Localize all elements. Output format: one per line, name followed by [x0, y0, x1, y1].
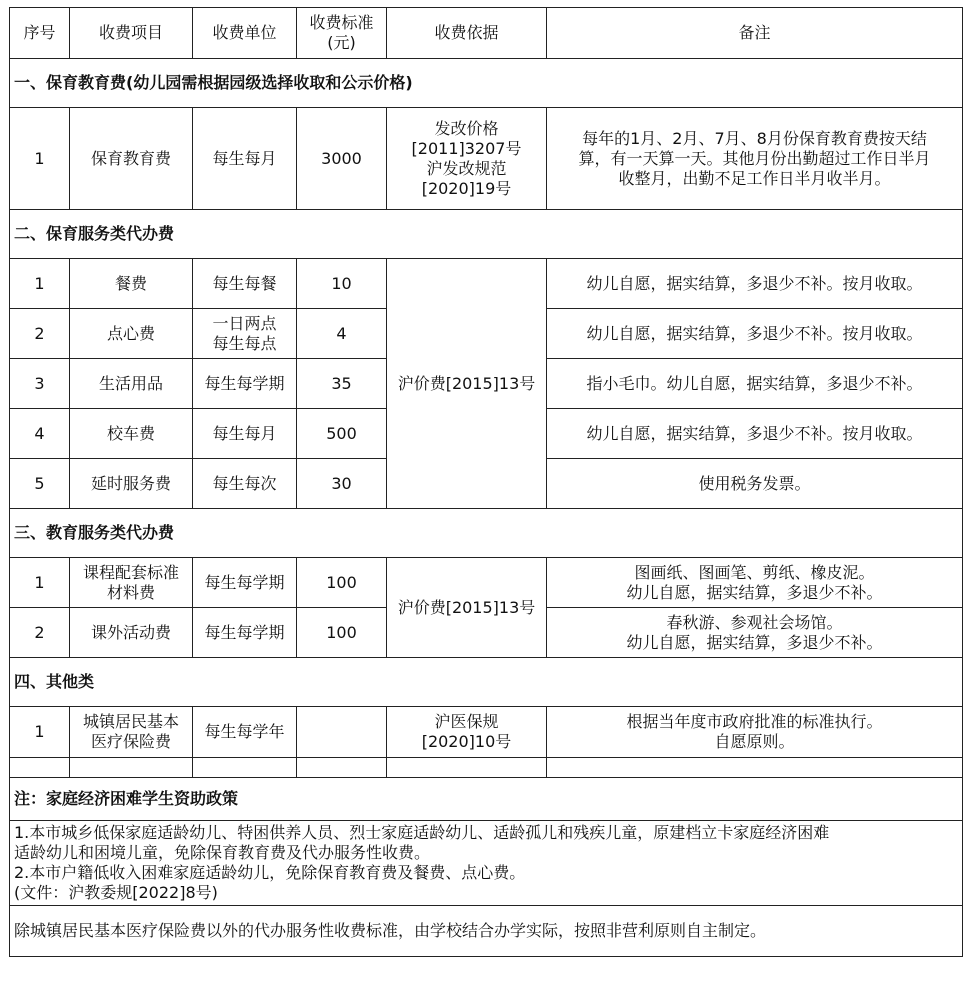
remark-line: 根据当年度市政府批准的标准执行。 — [626, 712, 883, 731]
notes-body — [10, 821, 963, 906]
cell-item — [70, 707, 193, 758]
cell-item — [70, 608, 193, 658]
cell-remark: 指小毛巾。幼儿自愿，据实结算，多退少不补。 — [547, 359, 963, 409]
header-standard — [297, 8, 387, 59]
section-row — [10, 210, 963, 259]
cell-remark — [547, 707, 963, 758]
cell-remark: 幼儿自愿，据实结算，多退少不补。按月收取。 — [547, 309, 963, 359]
cell-seq: 5 — [10, 459, 70, 509]
cell-seq: 3 — [10, 359, 70, 409]
item-line: 城镇居民基本 — [82, 712, 179, 731]
cell-remark — [547, 558, 963, 608]
section-row — [10, 509, 963, 558]
basis-line: [2020]10号 — [421, 732, 512, 751]
basis-line: 发改价格 — [434, 118, 499, 138]
empty-cell — [547, 758, 963, 778]
cell-remark — [547, 608, 963, 658]
unit-line: 每生每点 — [212, 333, 277, 353]
header-standard-line2: (元) — [327, 33, 356, 52]
cell-unit: 每生每学期 — [193, 608, 297, 658]
section-title-1: 一、保育教育费(幼儿园需根据园级选择收取和公示价格) — [10, 59, 963, 108]
header-row — [10, 8, 963, 59]
cell-unit — [193, 459, 297, 509]
basis-line: [2020]19号 — [421, 178, 512, 198]
header-remark: 备注 — [547, 8, 963, 59]
cell-unit — [193, 409, 297, 459]
cell-item: 保育教育费 — [70, 108, 193, 210]
cell-basis-merged: 沪价费[2015]13号 — [387, 558, 547, 658]
empty-row — [10, 758, 963, 778]
section-row — [10, 658, 963, 707]
section-title-2: 二、保育服务类代办费 — [10, 210, 963, 259]
empty-cell — [297, 758, 387, 778]
cell-unit: 每生每学期 — [193, 558, 297, 608]
header-item: 收费项目 — [70, 8, 193, 59]
section-title-3: 三、教育服务类代办费 — [10, 509, 963, 558]
header-standard-line1: 收费标准 — [309, 13, 374, 32]
cell-item: 餐费 — [70, 259, 193, 309]
table-row — [10, 707, 963, 758]
cell-remark: 幼儿自愿，据实结算，多退少不补。按月收取。 — [547, 259, 963, 309]
cell-basis — [387, 707, 547, 758]
cell-seq: 4 — [10, 409, 70, 459]
cell-remark — [547, 108, 963, 210]
item-line: 课程配套标准 — [82, 562, 179, 582]
cell-standard: 500 — [297, 409, 387, 459]
note-line: (文件：沪教委规[2022]8号) — [14, 883, 218, 902]
cell-standard: 10 — [297, 259, 387, 309]
cell-unit: 每生每学年 — [193, 707, 297, 758]
empty-cell — [387, 758, 547, 778]
cell-seq: 1 — [10, 707, 70, 758]
item-line: 医疗保险费 — [90, 732, 171, 751]
remark-line: 自愿原则。 — [714, 732, 795, 751]
table-row — [10, 108, 963, 210]
cell-unit — [193, 359, 297, 409]
cell-seq: 1 — [10, 108, 70, 210]
basis-line: 沪发改规范 — [426, 158, 507, 178]
cell-unit — [193, 309, 297, 359]
notes-title-row — [10, 778, 963, 821]
remark-line: 图画纸、图画笔、剪纸、橡皮泥。 — [634, 562, 875, 582]
basis-line: [2011]3207号 — [411, 138, 522, 158]
cell-item — [70, 558, 193, 608]
cell-remark: 幼儿自愿，据实结算，多退少不补。按月收取。 — [547, 409, 963, 459]
remark-line: 收整月，出勤不足工作日半月收半月。 — [618, 168, 891, 188]
notes-footer: 除城镇居民基本医疗保险费以外的代办服务性收费标准，由学校结合办学实际，按照非营利原则自主制定。 — [10, 906, 963, 957]
cell-standard: 100 — [297, 558, 387, 608]
cell-standard: 30 — [297, 459, 387, 509]
cell-seq: 1 — [10, 558, 70, 608]
cell-unit — [193, 259, 297, 309]
remark-line: 春秋游、参观社会场馆。 — [666, 612, 843, 632]
cell-standard: 3000 — [297, 108, 387, 210]
cell-basis — [387, 108, 547, 210]
cell-standard: 4 — [297, 309, 387, 359]
table-row — [10, 259, 963, 309]
cell-item: 点心费 — [70, 309, 193, 359]
header-unit: 收费单位 — [193, 8, 297, 59]
remark-line: 幼儿自愿，据实结算，多退少不补。 — [626, 632, 883, 652]
cell-unit: 每生每月 — [193, 108, 297, 210]
cell-item: 生活用品 — [70, 359, 193, 409]
item-line: 课外活动费 — [90, 622, 171, 642]
note-line: 1.本市城乡低保家庭适龄幼儿、特困供养人员、烈士家庭适龄幼儿、适龄孤儿和残疾儿童，原建档立卡家庭经济困难 — [14, 823, 830, 842]
empty-cell — [10, 758, 70, 778]
remark-line: 每年的1月、2月、7月、8月份保育教育费按天结 — [582, 128, 927, 148]
notes-body-row — [10, 821, 963, 906]
header-basis: 收费依据 — [387, 8, 547, 59]
section-row — [10, 59, 963, 108]
notes-title: 注：家庭经济困难学生资助政策 — [10, 778, 963, 821]
cell-seq: 2 — [10, 608, 70, 658]
basis-line: 沪医保规 — [434, 712, 499, 731]
unit-line: 每生每学期 — [204, 373, 285, 393]
empty-cell — [193, 758, 297, 778]
fee-table — [9, 7, 963, 957]
cell-remark: 使用税务发票。 — [547, 459, 963, 509]
cell-item: 校车费 — [70, 409, 193, 459]
remark-line: 幼儿自愿，据实结算，多退少不补。 — [626, 582, 883, 602]
cell-standard: 35 — [297, 359, 387, 409]
note-line: 适龄幼儿和困境儿童，免除保育教育费及代办服务性收费。 — [14, 843, 431, 862]
header-seq: 序号 — [10, 8, 70, 59]
cell-seq: 1 — [10, 259, 70, 309]
unit-line: 每生每餐 — [212, 273, 277, 293]
cell-standard — [297, 707, 387, 758]
table-row — [10, 558, 963, 608]
cell-standard: 100 — [297, 608, 387, 658]
notes-footer-row — [10, 906, 963, 957]
section-title-4: 四、其他类 — [10, 658, 963, 707]
cell-basis-merged: 沪价费[2015]13号 — [387, 259, 547, 509]
remark-line: 算，有一天算一天。其他月份出勤超过工作日半月 — [578, 148, 931, 168]
cell-item: 延时服务费 — [70, 459, 193, 509]
cell-seq: 2 — [10, 309, 70, 359]
unit-line: 每生每月 — [212, 423, 277, 443]
item-line: 材料费 — [106, 582, 155, 602]
empty-cell — [70, 758, 193, 778]
unit-line: 每生每次 — [212, 473, 277, 493]
note-line: 2.本市户籍低收入困难家庭适龄幼儿，免除保育教育费及餐费、点心费。 — [14, 863, 526, 882]
unit-line: 一日两点 — [212, 313, 277, 333]
